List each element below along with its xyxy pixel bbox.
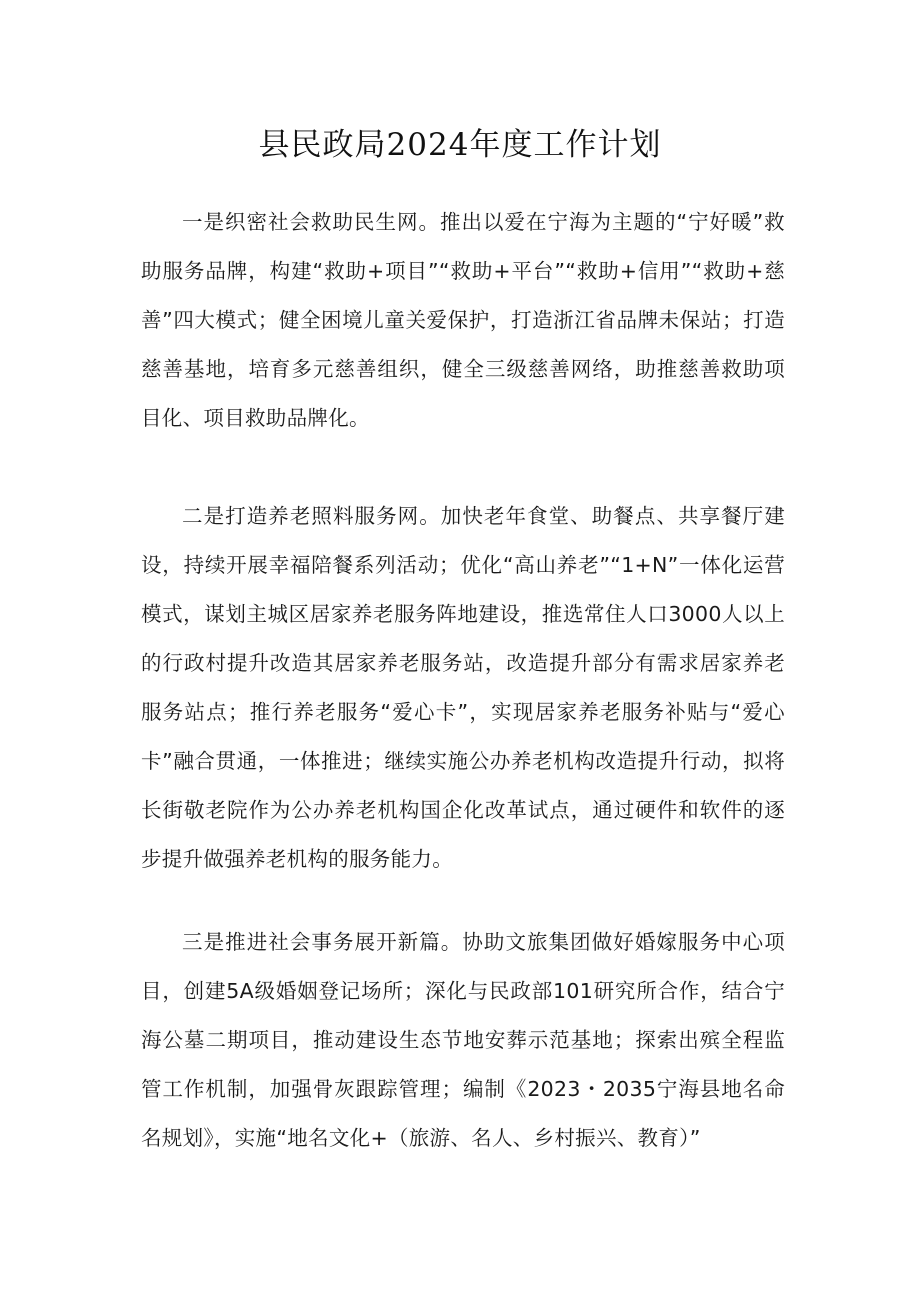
- paragraph-social-assistance: 一是织密社会救助民生网。推出以爱在宁海为主题的“宁好暖”救助服务品牌，构建“救助+项目”“救助+平台”“救助+信用”“救助+慈善”四大模式；健全困境儿童关爱保护，打造浙江省品牌未保站；打造慈善基地，培育多元慈善组织，健全三级慈善网络，助推慈善救助项目化、项目救助品牌化。: [141, 210, 785, 430]
- paragraph-social-affairs: 三是推进社会事务展开新篇。协助文旅集团做好婚嫁服务中心项目，创建5A级婚姻登记场所；深化与民政部101研究所合作，结合宁海公墓二期项目，推动建设生态节地安葬示范基地；探索出殡全程监管工作机制，加强骨灰跟踪管理；编制《2023・2035宁海县地名命名规划》，实施“地名文化+（旅游、名人、乡村振兴、教育）”: [141, 930, 785, 1150]
- paragraph-elderly-care: 二是打造养老照料服务网。加快老年食堂、助餐点、共享餐厅建设，持续开展幸福陪餐系列活动；优化“高山养老”“1+N”一体化运营模式，谋划主城区居家养老服务阵地建设，推选常住人口3000人以上的行政村提升改造其居家养老服务站，改造提升部分有需求居家养老服务站点；推行养老服务“爱心卡”，实现居家养老服务补贴与“爱心卡”融合贯通，一体推进；继续实施公办养老机构改造提升行动，拟将长街敬老院作为公办养老机构国企化改革试点，通过硬件和软件的逐步提升做强养老机构的服务能力。: [141, 504, 785, 871]
- document-title: 县民政局2024年度工作计划: [258, 127, 662, 163]
